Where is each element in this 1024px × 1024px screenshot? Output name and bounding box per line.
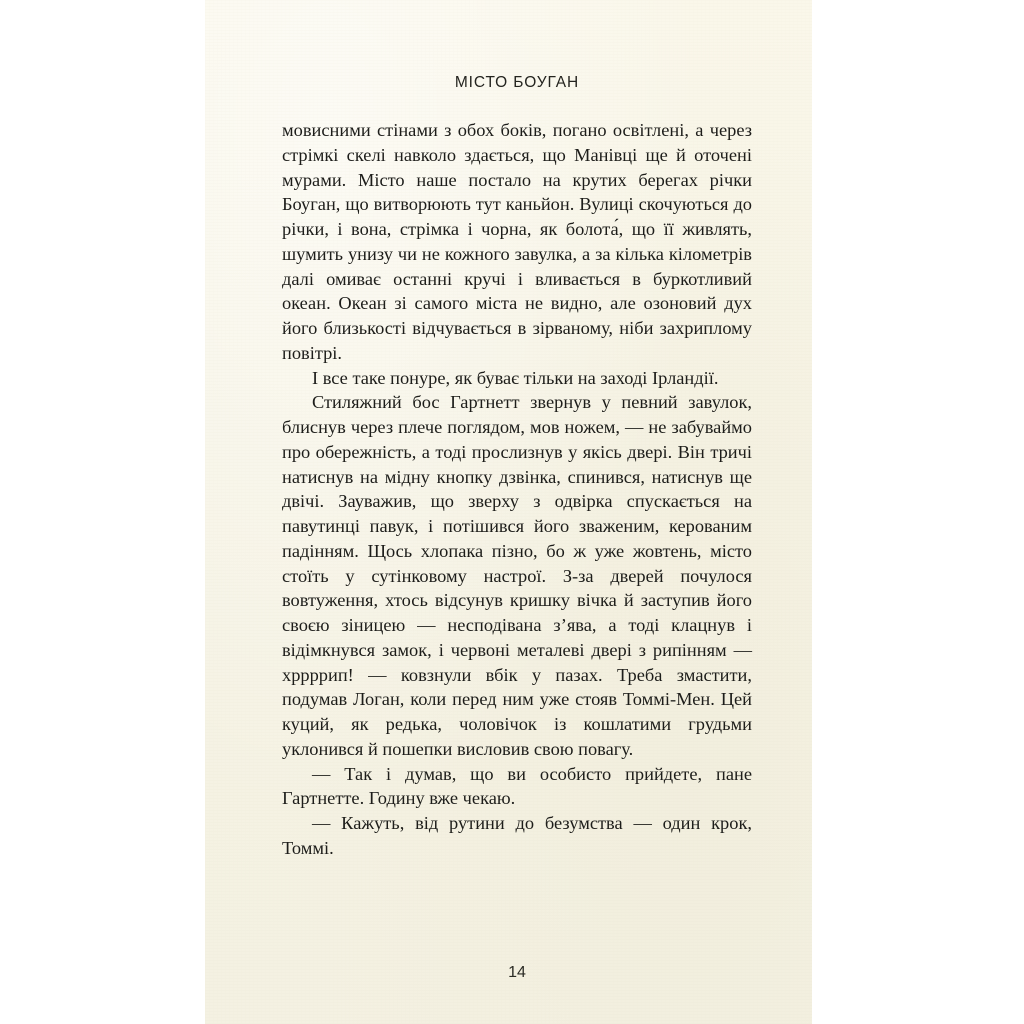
running-head: МІСТО БОУГАН (454, 74, 580, 91)
paragraph: Стиляжний бос Гартнетт звернув у певний завулок, блиснув через плече поглядом, мов ножем, — не забуваймо про обережність, а тоді прослизнув у якісь двері. Він тричі натиснув на мідну кнопку дзвінка, спинився, натиснув ще двічі. Зауважив, що зверху з одвірка спускається на павутинці павук, і потішився його зваженим, керованим падінням. Щось хлопака пізно, бо ж уже жовтень, місто стоїть у сутінковому настрої. З-за дверей почулося вовтуження, хтось відсунув кришку вічка й заступив його своєю зіницею — несподівана з’ява, а тоді клацнув і відімкнувся замок, і червоні металеві двері з рипінням — хррррип! — ковзнули вбік у пазах. Треба змастити, подумав Логан, коли перед ним уже стояв Томмі-Мен. Цей куций, як редька, чоловічок із кошлатими грудьми уклонився й пошепки висловив свою повагу. (282, 392, 752, 759)
page-number: 14 (508, 964, 526, 981)
book-page (205, 0, 812, 1024)
paragraph: мовисними стінами з обох боків, погано освітлені, а через стрімкі скелі навколо здається, що Манівці ще й оточені мурами. Місто наше постало на крутих берегах річки Боуган, що витворюють тут каньйон. Вулиці скочуються до річки, і вона, стрімка і чорна, як болота́, що її живлять, шумить унизу чи не кожного завулка, а за кілька кілометрів далі омиває останні кручі і вливається в буркотливий океан. Океан зі самого міста не видно, але озоновий дух його близькості відчувається в зірваному, ніби захриплому повітрі. (282, 120, 752, 363)
page-text-column (282, 0, 752, 1024)
paragraph-dialogue: — Так і думав, що ви особисто прийдете, пане Гартнетте. Годину вже чекаю. (282, 763, 752, 809)
paragraph-dialogue: — Кажуть, від рутини до безумства — один крок, Томмі. (282, 813, 752, 858)
paragraph: І все таке понуре, як буває тільки на заході Ірландії. (312, 367, 719, 388)
body-text (282, 118, 752, 861)
